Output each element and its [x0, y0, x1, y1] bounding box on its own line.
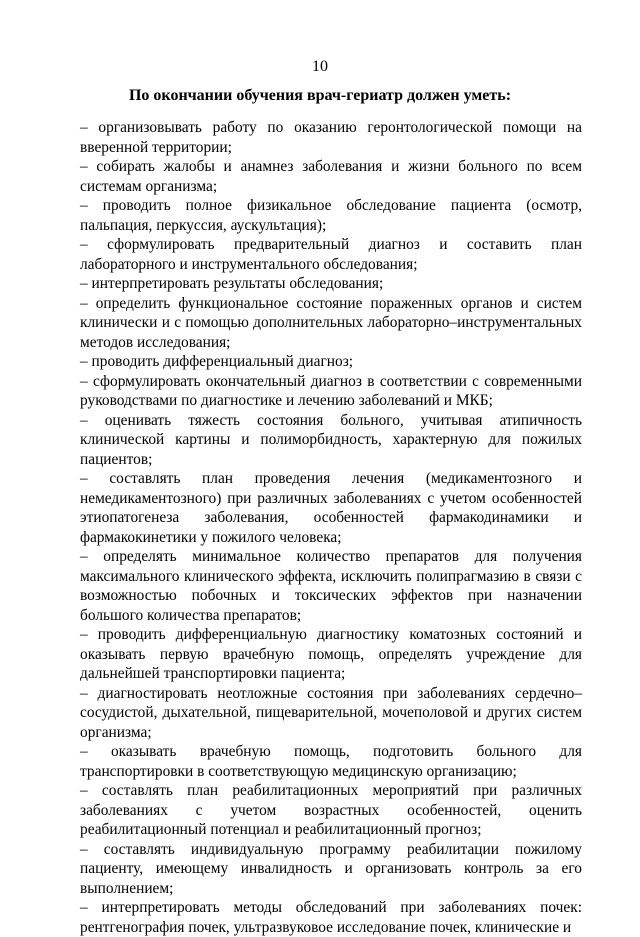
list-item: – составлять индивидуальную программу реабилитации пожилому пациенту, имеющему инвалидность и организовать контроль за его выполнением; [80, 840, 582, 897]
skills-list [80, 118, 582, 937]
list-item: – сформулировать окончательный диагноз в соответствии с современными руководствами по диагностике и лечению заболеваний и МКБ; [80, 372, 582, 409]
list-item: – проводить дифференциальную диагностику коматозных состояний и оказывать первую врачебную помощь, определять учреждение для дальнейшей транспортировки пациента; [80, 626, 582, 682]
list-item: – оказывать врачебную помощь, подготовить больного для транспортировки в соответствующую медицинскую организацию; [80, 743, 582, 780]
list-item: – собирать жалобы и анамнез заболевания и жизни больного по всем системам организма; [80, 158, 582, 195]
list-item: – составлять план реабилитационных мероприятий при различных заболеваниях с учетом возрастных особенностей, оценить реабилитационный потенциал и реабилитационный прогноз; [80, 782, 582, 838]
list-item: – составлять план проведения лечения (медикаментозного и немедикаментозного) при различных заболеваниях с учетом особенностей этиопатогенеза заболевания, особенностей фармакодинамики и фармакокинетики у пожилого человека; [80, 470, 582, 546]
list-item: – организовывать работу по оказанию геронтологической помощи на вверенной территории; [80, 119, 582, 156]
list-item: – определить функциональное состояние пораженных органов и систем клинически и с помощью дополнительных лабораторно–инструментальных методов исследования; [80, 294, 582, 351]
list-item: – сформулировать предварительный диагноз и составить план лабораторного и инструментального обследования; [80, 236, 582, 273]
list-item: – интерпретировать результаты обследования; [80, 275, 384, 292]
list-item: – определять минимальное количество препаратов для получения максимального клинического эффекта, исключить полипрагмазию в связи с возможностью побочных и токсических эффектов при назначении большого количества препаратов; [80, 548, 582, 624]
list-item: – диагностировать неотложные состояния при заболеваниях сердечно–сосудистой, дыхательной, пищеварительной, мочеполовой и других систем организма; [80, 684, 582, 741]
page-number: 10 [312, 58, 328, 75]
list-item: – проводить дифференциальный диагноз; [80, 353, 354, 370]
list-item: – проводить полное физикальное обследование пациента (осмотр, пальпация, перкуссия, аускультация); [80, 197, 582, 234]
section-heading: По окончании обучения врач-гериатр должен уметь: [128, 87, 512, 104]
list-item: – интерпретировать методы обследований при заболеваниях почек: рентгенография почек, ультразвуковое исследование почек, клинические и [80, 899, 582, 936]
list-item: – оценивать тяжесть состояния больного, учитывая атипичность клинической картины и полиморбидность, характерную для пожилых пациентов; [80, 411, 582, 468]
